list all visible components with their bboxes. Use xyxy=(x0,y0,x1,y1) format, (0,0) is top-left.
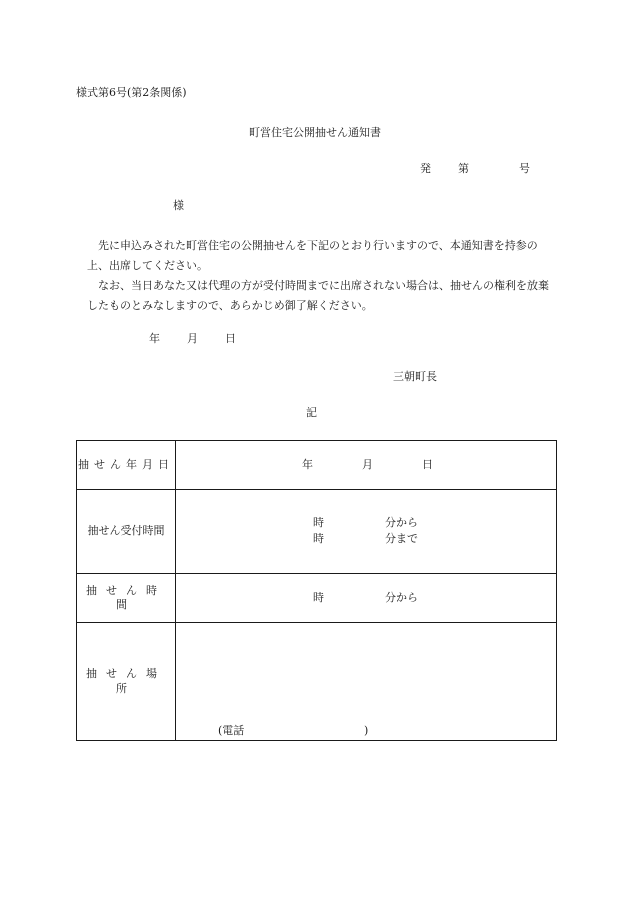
lottery-minute: 分から xyxy=(385,591,418,604)
issue-dai: 第 xyxy=(458,162,469,175)
table-row-place xyxy=(77,623,557,741)
label-lottery-time xyxy=(77,574,176,623)
label-lottery-place xyxy=(77,623,176,741)
body-text xyxy=(87,236,557,316)
body-paragraph-1: 先に申込みされた町営住宅の公開抽せんを下記のとおり行いますので、本通知書を持参の上、出席してください。 xyxy=(87,239,538,272)
phone-open: (電話 xyxy=(218,724,245,737)
label-lottery-date xyxy=(77,441,176,490)
lottery-info-table xyxy=(76,440,557,741)
reception-minute-to: 分まで xyxy=(385,532,418,545)
issue-date-month: 月 xyxy=(187,332,198,345)
recipient-honorific: 様 xyxy=(173,199,184,212)
value-lottery-place xyxy=(176,623,557,741)
lottery-date-month: 月 xyxy=(362,458,373,471)
label-lottery-time-text: 抽せん時間 xyxy=(86,583,166,611)
issue-hatsu: 発 xyxy=(420,162,431,175)
issuer-mayor: 三朝町長 xyxy=(393,370,437,383)
label-reception-time-text: 抽せん受付時間 xyxy=(87,524,165,538)
label-lottery-place-text: 抽せん場所 xyxy=(86,667,166,695)
body-paragraph-2: なお、当日あなた又は代理の方が受付時間までに出席されない場合は、抽せんの権利を放棄したものとみなしますので、あらかじめ御了解ください。 xyxy=(87,279,549,312)
reception-minute-from: 分から xyxy=(385,516,418,529)
document-title: 町営住宅公開抽せん通知書 xyxy=(249,126,381,139)
value-lottery-date xyxy=(176,441,557,490)
reception-hour-to: 時 xyxy=(313,532,324,545)
lottery-hour: 時 xyxy=(313,591,324,604)
form-number: 様式第6号(第2条関係) xyxy=(76,86,187,99)
lottery-date-year: 年 xyxy=(302,458,313,471)
table-row-date xyxy=(77,441,557,490)
value-reception-time xyxy=(176,490,557,574)
table-row-reception xyxy=(77,490,557,574)
issue-date-year: 年 xyxy=(149,332,160,345)
table-row-time xyxy=(77,574,557,623)
lottery-date-day: 日 xyxy=(422,458,433,471)
issue-date-day: 日 xyxy=(225,332,236,345)
label-lottery-date-text: 抽せん年月日 xyxy=(78,457,174,471)
issue-number xyxy=(420,162,530,176)
issue-date xyxy=(149,332,236,346)
reception-hour-from: 時 xyxy=(313,516,324,529)
ki-heading: 記 xyxy=(306,406,317,419)
phone-close: ) xyxy=(364,724,369,737)
value-lottery-time xyxy=(176,574,557,623)
label-reception-time xyxy=(77,490,176,574)
issue-go: 号 xyxy=(519,162,530,175)
